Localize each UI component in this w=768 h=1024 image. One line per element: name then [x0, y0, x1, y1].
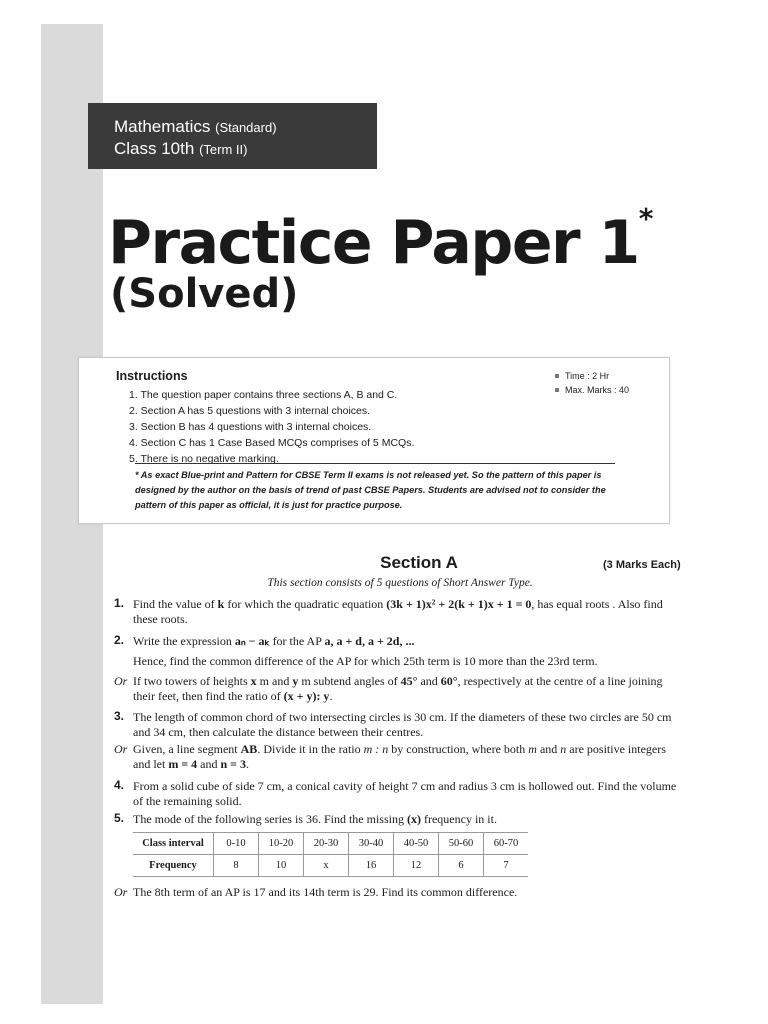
text: The mode of the following series is 36. Find the missing: [133, 812, 407, 826]
text: Write the expression: [133, 634, 235, 648]
math: 60°: [440, 674, 458, 688]
text: and: [417, 674, 441, 688]
question-text: The 8th term of an AP is 17 and its 14th term is 29. Find its common difference.: [133, 885, 518, 899]
math: (x + y): y: [283, 689, 330, 703]
question-3: [114, 710, 684, 740]
table-cell: 8: [214, 855, 259, 877]
table-header-cell: Class interval: [133, 833, 214, 855]
section-marks: (3 Marks Each): [603, 559, 681, 571]
instruction-item: 1. The question paper contains three sections A, B and C.: [129, 389, 398, 401]
question-text: [133, 634, 684, 649]
text: If two towers of heights: [133, 674, 251, 688]
question-2: [114, 634, 684, 669]
table-cell: 20-30: [304, 833, 349, 855]
math: y: [292, 674, 299, 688]
subject-header-box: [88, 103, 377, 169]
or-label: Or: [114, 885, 128, 899]
question-1: [114, 597, 684, 627]
table-cell: 50-60: [439, 833, 484, 855]
math: 45°: [400, 674, 418, 688]
table-cell: 10: [259, 855, 304, 877]
table-cell: x: [304, 855, 349, 877]
text: frequency in it.: [420, 812, 497, 826]
instructions-list: [129, 387, 414, 467]
instruction-item: 4. Section C has 1 Case Based MCQs comprises of 5 MCQs.: [129, 437, 415, 449]
text: and: [197, 757, 221, 771]
instruction-item: 2. Section A has 5 questions with 3 internal choices.: [129, 405, 371, 417]
max-marks-text: Max. Marks : 40: [565, 385, 630, 395]
math: n: [560, 742, 567, 756]
max-marks-row: [555, 383, 629, 397]
text: , has equal roots . Also find these roots.: [133, 597, 663, 626]
square-bullet-icon: [555, 374, 559, 378]
class-label: Class 10th: [114, 139, 195, 158]
text: for the AP: [269, 634, 325, 648]
instructions-heading: Instructions: [116, 369, 188, 383]
table-cell: 6: [439, 855, 484, 877]
page-subtitle: (Solved): [110, 271, 299, 317]
instruction-item: 3. Section B has 4 questions with 3 internal choices.: [129, 421, 372, 433]
or-question-3: [114, 742, 684, 772]
question-text: [133, 742, 684, 772]
title-asterisk: *: [638, 202, 654, 235]
section-title: Section A: [380, 553, 458, 572]
or-question-2: [114, 674, 684, 704]
math: n = 3: [220, 757, 247, 771]
question-text-line2: Hence, find the common difference of the AP for which 25th term is 10 more than the 23rd term.: [133, 654, 598, 668]
question-text: The length of common chord of two intersecting circles is 30 cm. If the diameters of these two circles are 50 cm and 34 cm, then calculate the distance between their centres.: [133, 710, 672, 739]
text: are positive integers and let: [133, 742, 666, 771]
instructions-box: [78, 357, 670, 524]
section-description: This section consists of 5 questions of Short Answer Type.: [267, 577, 533, 589]
question-text: From a solid cube of side 7 cm, a conical cavity of height 7 cm and radius 3 cm is hollowed out. Find the volume of the remaining solid.: [133, 779, 677, 808]
text: Find the value of: [133, 597, 218, 611]
text: Given, a line segment: [133, 742, 241, 756]
frequency-table: [133, 832, 528, 877]
time-row: [555, 369, 629, 383]
table-cell: 0-10: [214, 833, 259, 855]
question-number: 3.: [114, 709, 125, 723]
math-ap: a, a + d, a + 2d, ...: [324, 634, 415, 648]
or-label: Or: [114, 742, 128, 756]
question-number: 1.: [114, 596, 125, 610]
question-5: [114, 812, 684, 827]
time-text: Time : 2 Hr: [565, 371, 610, 381]
question-number: 5.: [114, 811, 125, 825]
exam-meta: [555, 369, 629, 397]
class-note: (Term II): [199, 142, 248, 157]
subject: Mathematics: [114, 117, 211, 136]
class-line: [114, 138, 377, 160]
question-number: 2.: [114, 633, 125, 647]
note-divider: [135, 463, 615, 464]
table-cell: 16: [349, 855, 394, 877]
or-question-5: [114, 885, 684, 900]
question-text: [133, 812, 684, 827]
table-cell: 10-20: [259, 833, 304, 855]
page-title-text: Practice Paper 1: [108, 208, 639, 278]
text: by construction, where both: [388, 742, 529, 756]
text: .: [329, 689, 333, 703]
table-header-cell: Frequency: [133, 855, 214, 877]
math: m : n: [363, 742, 389, 756]
text: m subtend angles of: [298, 674, 401, 688]
table-row: [133, 833, 528, 855]
math: m: [528, 742, 537, 756]
text: for which the quadratic equation: [224, 597, 387, 611]
math: AB: [240, 742, 258, 756]
table-row: [133, 855, 528, 877]
text: m and: [256, 674, 293, 688]
table-cell: 30-40: [349, 833, 394, 855]
or-label: Or: [114, 674, 128, 688]
math: (x): [406, 812, 421, 826]
math-equation: (3k + 1)x² + 2(k + 1)x + 1 = 0: [386, 597, 532, 611]
table-cell: 12: [394, 855, 439, 877]
subject-note: (Standard): [215, 120, 277, 135]
math-expression: aₙ − aₖ: [234, 634, 270, 648]
question-text: [133, 674, 684, 704]
subject-line: [114, 116, 377, 138]
question-4: [114, 779, 684, 809]
text: and: [536, 742, 561, 756]
instruction-item: 5. There is no negative marking.: [129, 453, 279, 465]
question-number: 4.: [114, 778, 125, 792]
disclaimer-note: * As exact Blue-print and Pattern for CBSE Term II exams is not released yet. So the pattern of this paper is designed by the author on the basis of trend of past CBSE Papers. Students are advised not to consider the pattern of this paper as official, it is just for practice purpose.: [135, 470, 606, 510]
text: . Divide it in the ratio: [257, 742, 364, 756]
square-bullet-icon: [555, 388, 559, 392]
text: , respectively at the centre of a line joining their feet, then find the ratio of: [133, 674, 663, 703]
text: .: [246, 757, 250, 771]
question-text: [133, 597, 684, 627]
math: k: [217, 597, 225, 611]
math: x: [250, 674, 257, 688]
table-cell: 40-50: [394, 833, 439, 855]
table-cell: 60-70: [484, 833, 529, 855]
math: m = 4: [168, 757, 198, 771]
table-cell: 7: [484, 855, 529, 877]
